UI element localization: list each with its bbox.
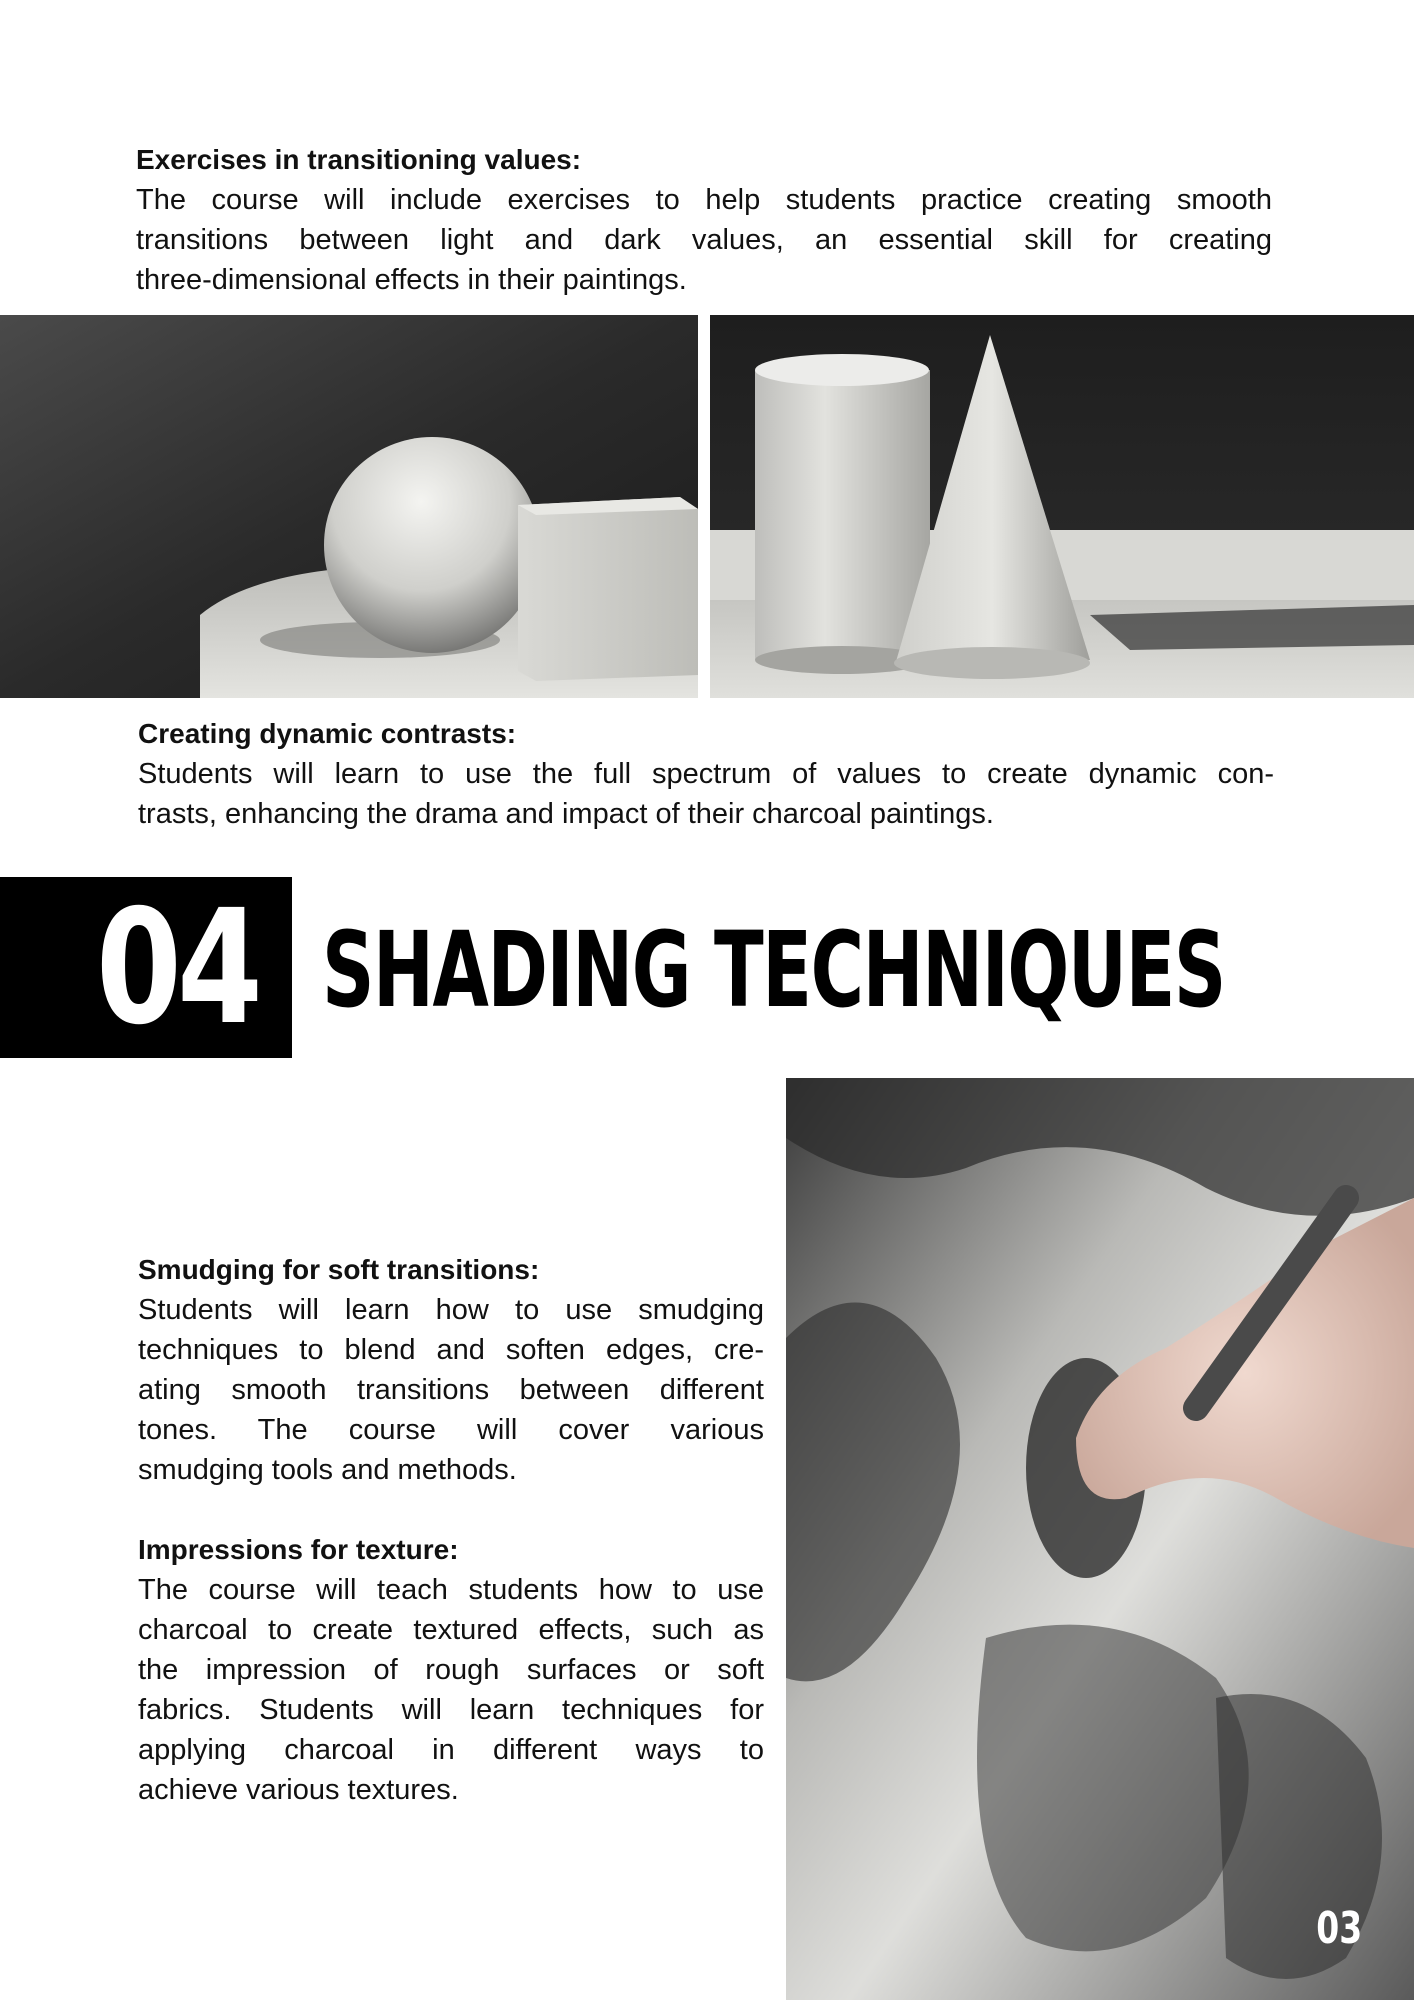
paragraph-line: tones. The course will cover various — [138, 1414, 764, 1446]
section-number: 04 — [96, 876, 259, 1060]
section-title: SHADING TECHNIQUES — [322, 909, 1225, 1031]
paragraph-line: charcoal to create textured effects, such as — [138, 1614, 764, 1646]
paragraph-line: ating smooth transitions between different — [138, 1374, 764, 1406]
paragraph-line: trasts, enhancing the drama and impact of their charcoal paintings. — [138, 798, 994, 830]
paragraph-line: applying charcoal in different ways to — [138, 1734, 764, 1766]
page-number: 03 — [1316, 1903, 1362, 1954]
paragraph-line: The course will include exercises to help students practice creating smooth — [136, 184, 1272, 216]
section-transitioning-values — [136, 140, 1272, 300]
paragraph-line: smudging tools and methods. — [138, 1454, 517, 1486]
section-heading: Exercises in transitioning values: — [136, 144, 582, 175]
paragraph-line: fabrics. Students will learn techniques for — [138, 1694, 764, 1726]
paragraph-line: The course will teach students how to use — [138, 1574, 764, 1606]
section-dynamic-contrasts — [138, 714, 1274, 834]
paragraph-line: three-dimensional effects in their paintings. — [136, 264, 687, 296]
section-heading: Impressions for texture: — [138, 1534, 459, 1565]
section-heading: Smudging for soft transitions: — [138, 1254, 540, 1285]
section-smudging — [138, 1250, 764, 1490]
still-life-cylinder-cone-photo — [710, 315, 1414, 698]
charcoal-smudging-photo — [786, 1078, 1414, 2000]
paragraph-line: Students will learn how to use smudging — [138, 1294, 764, 1326]
paragraph-line: Students will learn to use the full spectrum of values to create dynamic con- — [138, 758, 1274, 790]
section-impressions — [138, 1530, 764, 1810]
paragraph-line: achieve various textures. — [138, 1774, 459, 1806]
still-life-sphere-cube-photo — [0, 315, 698, 698]
paragraph-line: techniques to blend and soften edges, cre- — [138, 1334, 764, 1366]
paragraph-line: the impression of rough surfaces or soft — [138, 1654, 764, 1686]
paragraph-line: transitions between light and dark values, an essential skill for creating — [136, 224, 1272, 256]
section-heading: Creating dynamic contrasts: — [138, 718, 517, 749]
